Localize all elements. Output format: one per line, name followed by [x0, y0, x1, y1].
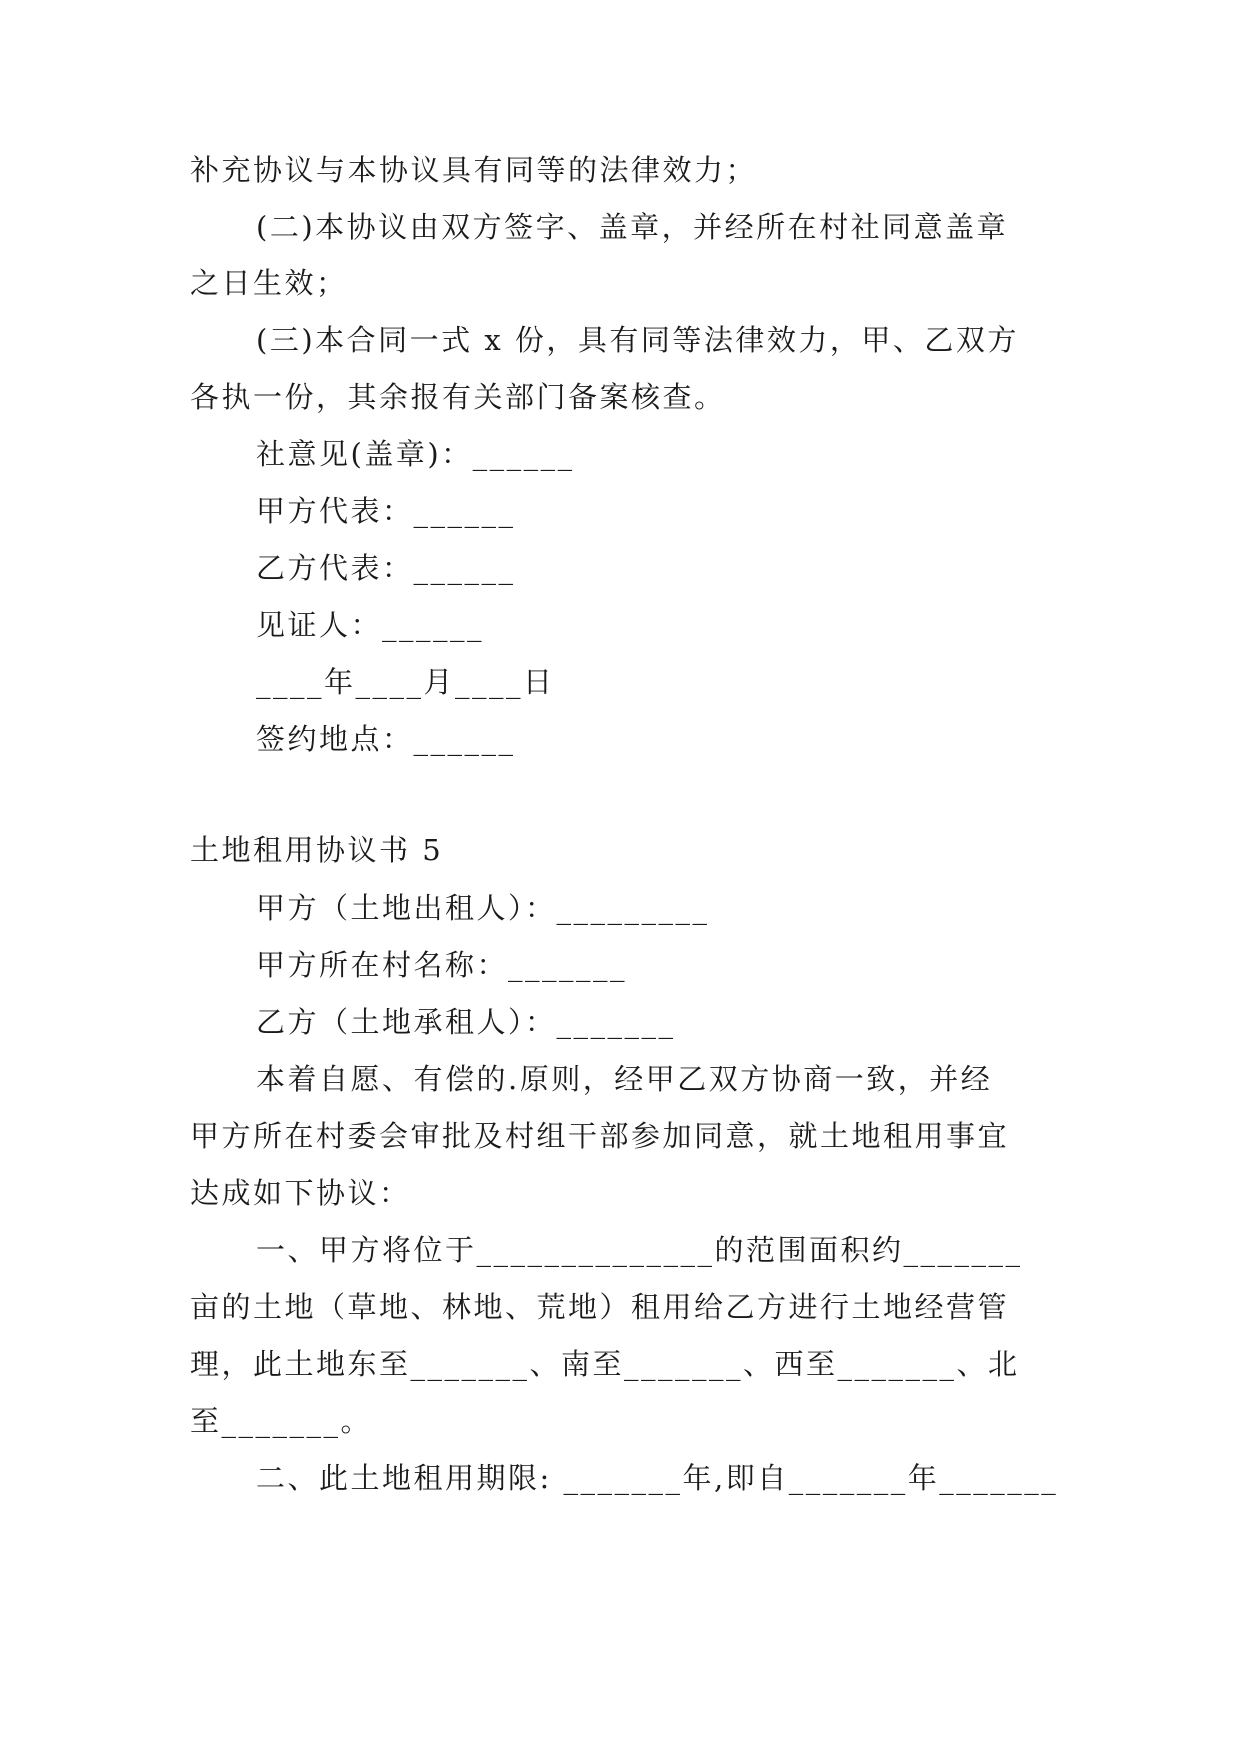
clause-2-line-1: (二)本协议由双方签字、盖章，并经所在村社同意盖章 [256, 210, 1009, 244]
article-2-line-1: 二、此土地租用期限: _______年,即自_______年_______ [256, 1461, 1059, 1495]
section-title: 土地租用协议书 5 [190, 833, 444, 867]
signature-field-party-a: 甲方代表：______ [256, 494, 516, 528]
party-b-field: 乙方（土地承租人）：_______ [256, 1005, 676, 1039]
preamble-line-1: 本着自愿、有偿的.原则，经甲乙双方协商一致，并经 [256, 1062, 993, 1096]
preamble-line-2: 甲方所在村委会审批及村组干部参加同意，就土地租用事宜 [190, 1119, 1010, 1153]
article-1-line-3: 理，此土地东至_______、南至_______、西至_______、北 [190, 1347, 1020, 1381]
article-1-line-2: 亩的土地（草地、林地、荒地）租用给乙方进行土地经营管 [190, 1290, 1010, 1324]
preamble-line-3: 达成如下协议： [190, 1176, 411, 1210]
signature-field-community: 社意见(盖章)：______ [256, 437, 575, 471]
paragraph-line: 补充协议与本协议具有同等的法律效力； [190, 153, 758, 187]
village-name-field: 甲方所在村名称：_______ [256, 948, 628, 982]
clause-2-line-2: 之日生效； [190, 266, 348, 300]
signing-place-field: 签约地点：______ [256, 722, 516, 756]
article-1-line-1: 一、甲方将位于______________的范围面积约_______ [256, 1233, 1023, 1267]
clause-3-line-1: (三)本合同一式 x 份，具有同等法律效力，甲、乙双方 [256, 323, 1019, 357]
date-field: ____年____月____日 [256, 665, 555, 699]
clause-3-line-2: 各执一份，其余报有关部门备案核查。 [190, 380, 726, 414]
party-a-field: 甲方（土地出租人）：_________ [256, 891, 710, 925]
article-1-line-4: 至_______。 [190, 1404, 373, 1438]
signature-field-party-b: 乙方代表：______ [256, 551, 516, 585]
signature-field-witness: 见证人：______ [256, 608, 485, 642]
